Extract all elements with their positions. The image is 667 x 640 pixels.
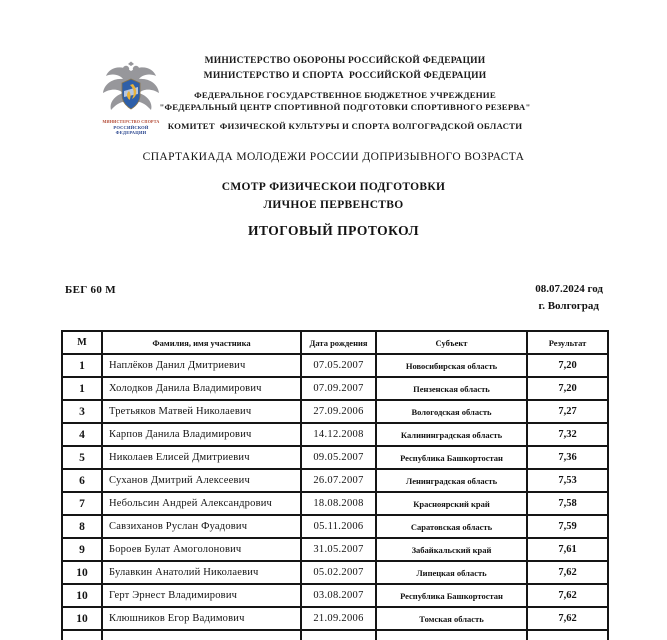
table-row xyxy=(62,492,608,515)
table-row xyxy=(62,446,608,469)
cell-place: 10 xyxy=(62,584,102,607)
cell-result: 7,20 xyxy=(527,377,608,400)
logo-caption-line1: МИНИСТЕРСТВО СПОРТА xyxy=(102,119,160,124)
cell-place: 9 xyxy=(62,538,102,561)
cell-name: Савзиханов Руслан Фуадович xyxy=(102,515,301,538)
cell-place: 5 xyxy=(62,446,102,469)
cell-place: 7 xyxy=(62,492,102,515)
org-line-3: ФЕДЕРАЛЬНОЕ ГОСУДАРСТВЕННОЕ БЮДЖЕТНОЕ УЧРЕЖДЕНИЕ xyxy=(194,90,496,100)
table-row xyxy=(62,469,608,492)
cell-name: Клюшников Егор Вадимович xyxy=(102,607,301,630)
cell-dob: 18.08.2008 xyxy=(301,492,376,515)
column-header-name: Фамилия, имя участника xyxy=(102,331,301,354)
title-spartakiada: СПАРТАКИАДА МОЛОДЕЖИ РОССИИ ДОПРИЗЫВНОГО ВОЗРАСТА xyxy=(142,151,525,163)
table-row xyxy=(62,561,608,584)
cell-place: 6 xyxy=(62,469,102,492)
cell-result: 7,61 xyxy=(527,538,608,561)
cell-dob: 05.11.2006 xyxy=(301,515,376,538)
event-city: г. Волгоград xyxy=(538,300,599,312)
cell-result xyxy=(527,630,608,640)
table-row xyxy=(62,377,608,400)
cell-dob: 14.12.2008 xyxy=(301,423,376,446)
table-row xyxy=(62,354,608,377)
cell-result: 7,20 xyxy=(527,354,608,377)
cell-name xyxy=(102,630,301,640)
results-table xyxy=(61,330,609,640)
table-row xyxy=(62,400,608,423)
cell-place: 10 xyxy=(62,607,102,630)
cell-result: 7,36 xyxy=(527,446,608,469)
table-row xyxy=(62,584,608,607)
cell-region: Красноярский край xyxy=(376,492,527,515)
org-line-5: КОМИТЕТ ФИЗИЧЕСКОЙ КУЛЬТУРЫ И СПОРТА ВОЛГОГРАДСКОЙ ОБЛАСТИ xyxy=(167,121,523,131)
cell-place: 10 xyxy=(62,561,102,584)
cell-result: 7,27 xyxy=(527,400,608,423)
org-line-2: МИНИСТЕРСТВО И СПОРТА РОССИЙСКОЙ ФЕДЕРАЦИИ xyxy=(203,71,487,81)
cell-dob: 03.08.2007 xyxy=(301,584,376,607)
cell-dob: 31.05.2007 xyxy=(301,538,376,561)
org-header xyxy=(95,56,595,131)
column-header-dob: Дата рождения xyxy=(301,331,376,354)
column-header-place: М xyxy=(62,331,102,354)
title-smotr: СМОТР ФИЗИЧЕСКОИ ПОДГОТОВКИ xyxy=(221,181,446,193)
cell-dob: 07.05.2007 xyxy=(301,354,376,377)
cell-region: Республика Башкортостан xyxy=(376,584,527,607)
cell-dob: 27.09.2006 xyxy=(301,400,376,423)
cell-dob xyxy=(301,630,376,640)
cell-region: Забайкальский край xyxy=(376,538,527,561)
cell-name: Наплёков Данил Дмитриевич xyxy=(102,354,301,377)
cell-region: Республика Башкортостан xyxy=(376,446,527,469)
cell-dob: 09.05.2007 xyxy=(301,446,376,469)
table-row xyxy=(62,423,608,446)
cell-place: 1 xyxy=(62,354,102,377)
cell-name: Третьяков Матвей Николаевич xyxy=(102,400,301,423)
cell-place: 1 xyxy=(62,377,102,400)
cell-dob: 07.09.2007 xyxy=(301,377,376,400)
cell-region: Пензенская область xyxy=(376,377,527,400)
org-line-4: "ФЕДЕРАЛЬНЫЙ ЦЕНТР СПОРТИВНОЙ ПОДГОТОВКИ СПОРТИВНОГО РЕЗЕРВА" xyxy=(159,102,531,112)
cell-name: Суханов Дмитрий Алексеевич xyxy=(102,469,301,492)
column-header-region: Субъект xyxy=(376,331,527,354)
event-date: 08.07.2024 год xyxy=(535,283,603,295)
event-name: БЕГ 60 М xyxy=(65,284,116,296)
cell-dob: 26.07.2007 xyxy=(301,469,376,492)
cell-name: Герт Эрнест Владимирович xyxy=(102,584,301,607)
table-row-partial xyxy=(62,630,608,640)
cell-result: 7,32 xyxy=(527,423,608,446)
table-row xyxy=(62,607,608,630)
cell-name: Карпов Данила Владимирович xyxy=(102,423,301,446)
cell-result: 7,62 xyxy=(527,561,608,584)
cell-result: 7,62 xyxy=(527,607,608,630)
cell-result: 7,59 xyxy=(527,515,608,538)
cell-name: Небольсин Андрей Александрович xyxy=(102,492,301,515)
cell-region: Калининградская область xyxy=(376,423,527,446)
cell-dob: 21.09.2006 xyxy=(301,607,376,630)
cell-result: 7,53 xyxy=(527,469,608,492)
table-row xyxy=(62,538,608,561)
cell-place xyxy=(62,630,102,640)
cell-region: Саратовская область xyxy=(376,515,527,538)
table-row xyxy=(62,515,608,538)
cell-name: Холодков Данила Владимирович xyxy=(102,377,301,400)
cell-place: 8 xyxy=(62,515,102,538)
cell-name: Булавкин Анатолий Николаевич xyxy=(102,561,301,584)
title-protokol: ИТОГОВЫЙ ПРОТОКОЛ xyxy=(247,223,420,238)
column-header-result: Результат xyxy=(527,331,608,354)
table-header-row xyxy=(62,331,608,354)
cell-region: Вологодская область xyxy=(376,400,527,423)
cell-name: Николаев Елисей Дмитриевич xyxy=(102,446,301,469)
cell-region: Ленинградская область xyxy=(376,469,527,492)
cell-dob: 05.02.2007 xyxy=(301,561,376,584)
cell-name: Бороев Булат Амоголонович xyxy=(102,538,301,561)
cell-region: Томская область xyxy=(376,607,527,630)
results-body xyxy=(62,354,608,640)
cell-region: Липецкая область xyxy=(376,561,527,584)
logo-caption-line2: РОССИЙСКОЙ ФЕДЕРАЦИИ xyxy=(113,124,149,135)
results-table-wrap xyxy=(61,330,607,640)
cell-place: 3 xyxy=(62,400,102,423)
cell-region xyxy=(376,630,527,640)
cell-result: 7,58 xyxy=(527,492,608,515)
cell-place: 4 xyxy=(62,423,102,446)
cell-result: 7,62 xyxy=(527,584,608,607)
cell-region: Новосибирская область xyxy=(376,354,527,377)
title-lichnoe: ЛИЧНОЕ ПЕРВЕНСТВО xyxy=(263,199,404,211)
org-line-1: МИНИСТЕРСТВО ОБОРОНЫ РОССИЙСКОЙ ФЕДЕРАЦИИ xyxy=(204,56,486,66)
